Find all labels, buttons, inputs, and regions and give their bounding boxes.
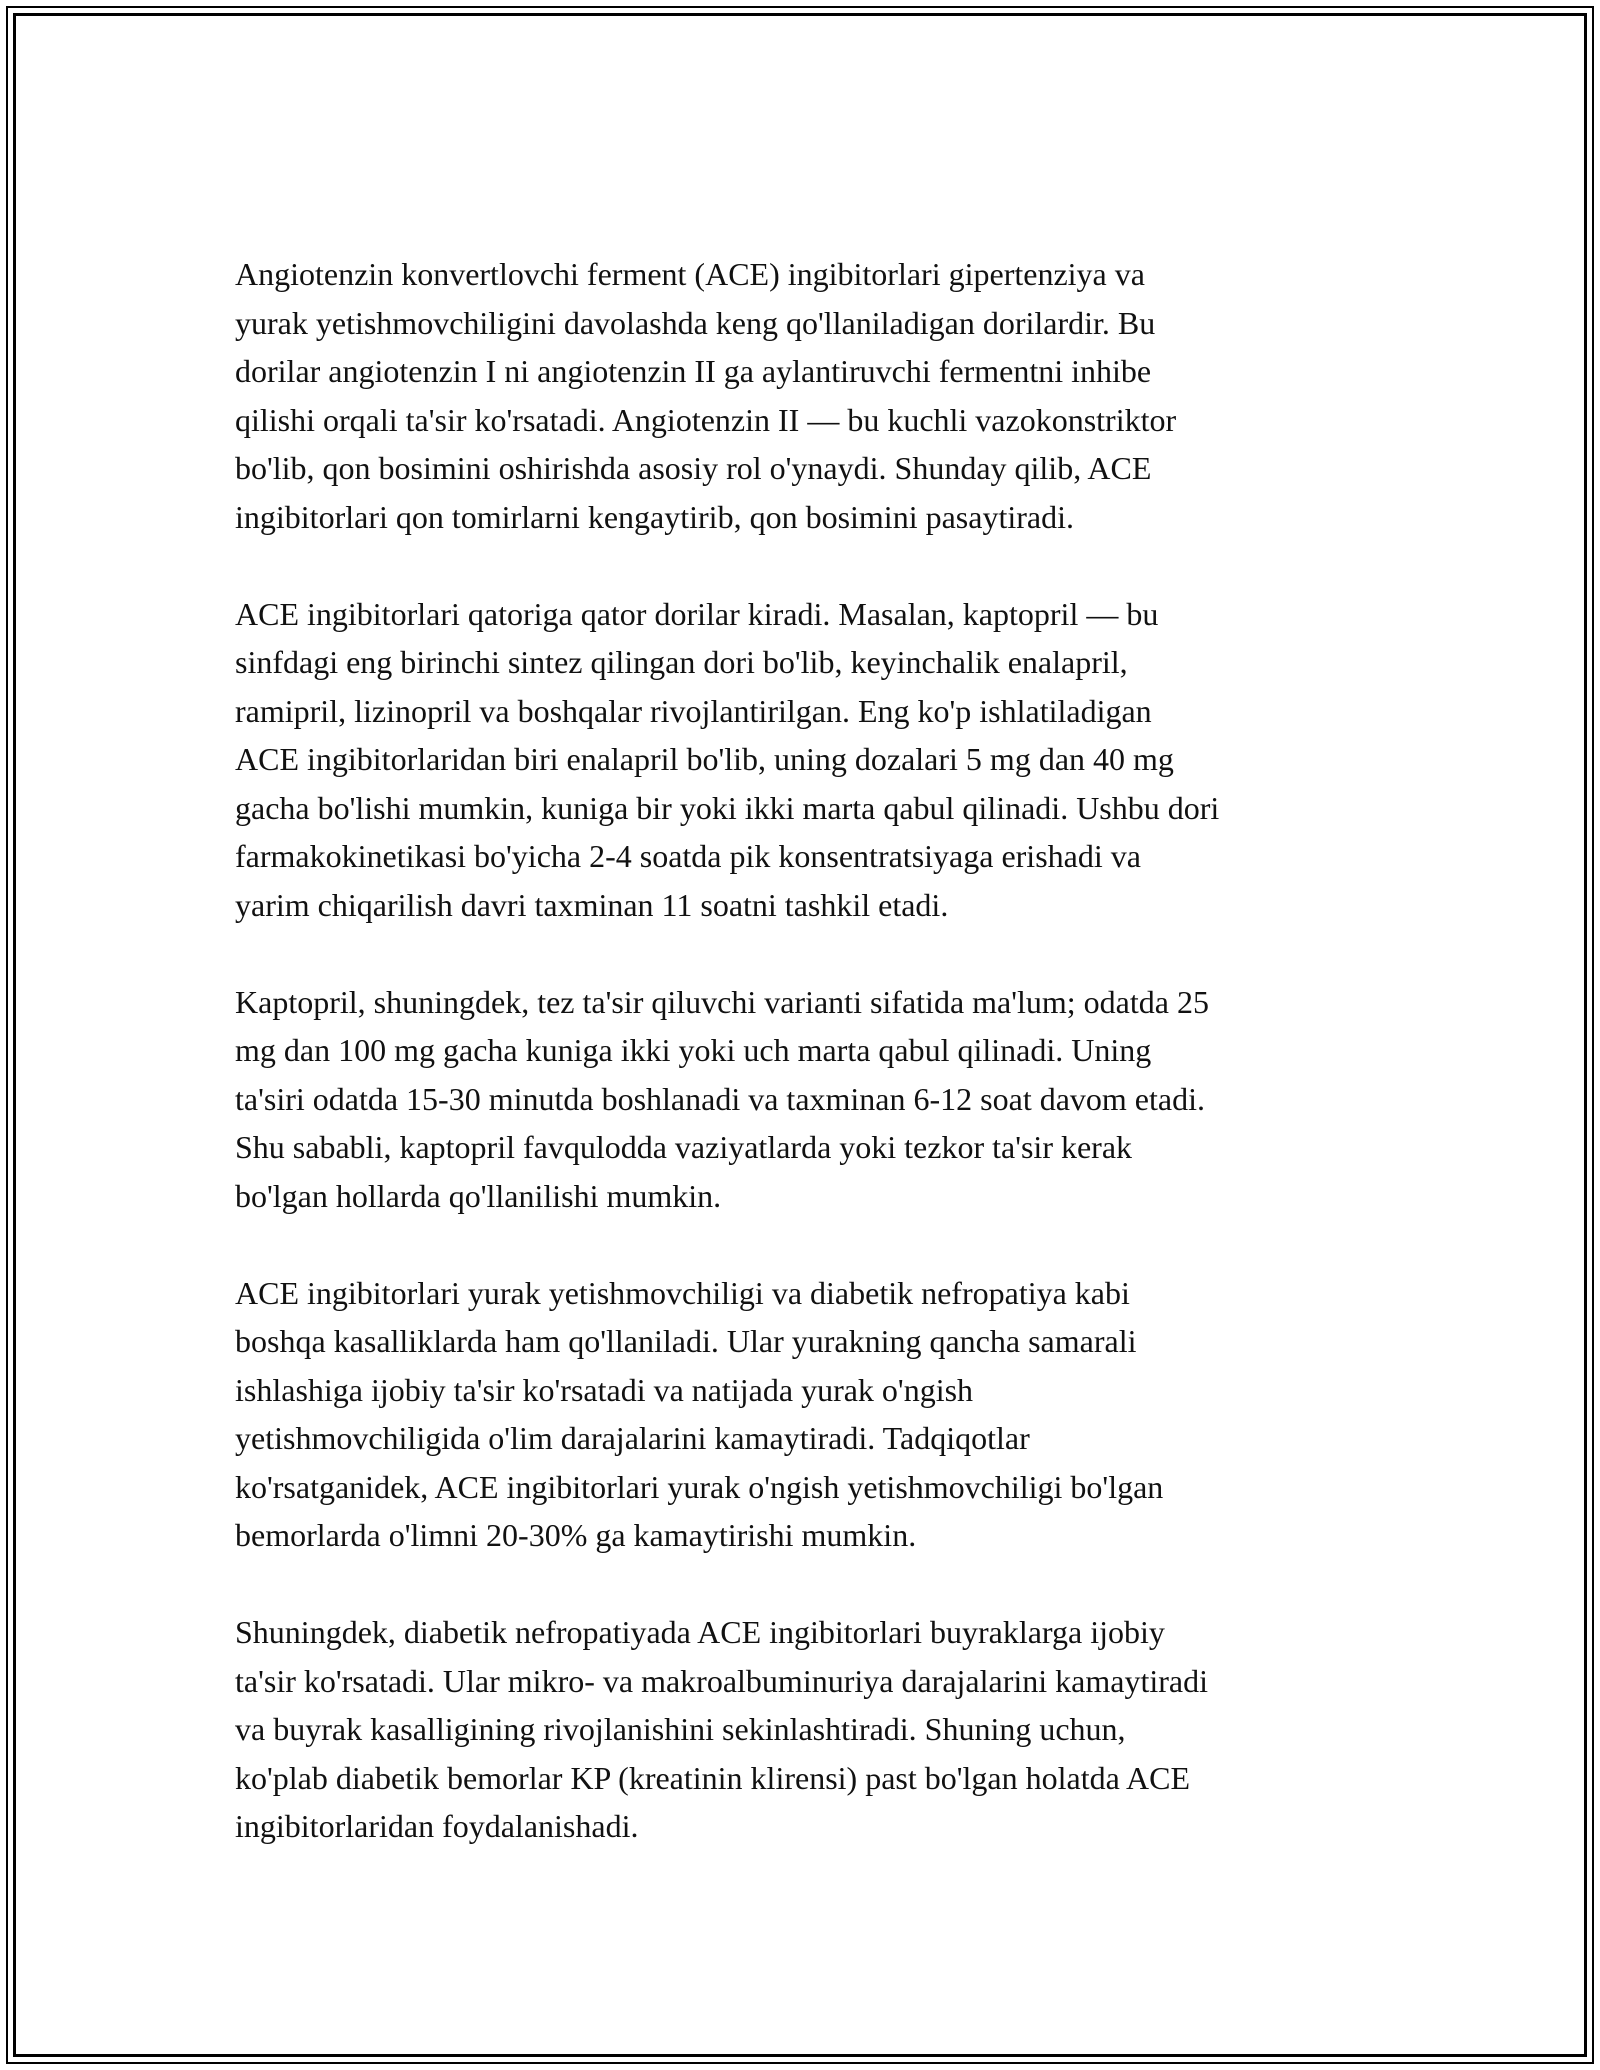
paragraph-5: Shuningdek, diabetik nefropatiyada ACE ingibitorlari buyraklarga ijobiy ta'sir ko'rsatadi. Ular mikro- va makroalbuminuriya darajalarini kamaytiradi va buyrak kasalligining rivojlanishini sekinlashtiradi. Shuning uchun, ko'plab diabetik bemorlar KP (kreatinin klirensi) past bo'lgan holatda ACE ingibitorlaridan foydalanishadi. bbox=[235, 1614, 1208, 1844]
paragraph-1: Angiotenzin konvertlovchi ferment (ACE) ingibitorlari gipertenziya va yurak yetishmovchiligini davolashda keng qo'llaniladigan dorilardir. Bu dorilar angiotenzin I ni angiotenzin II ga aylantiruvchi fermentni inhibe qilishi orqali ta'sir ko'rsatadi. Angiotenzin II — bu kuchli vazokonstriktor bo'lib, qon bosimini oshirishda asosiy rol o'ynaydi. Shunday qilib, ACE ingibitorlari qon tomirlarni kengaytirib, qon bosimini pasaytiradi. bbox=[235, 256, 1177, 535]
paragraph-4: ACE ingibitorlari yurak yetishmovchiligi va diabetik nefropatiya kabi boshqa kasalliklarda ham qo'llaniladi. Ular yurakning qancha samarali ishlashiga ijobiy ta'sir ko'rsatadi va natijada yurak o'ngish yetishmovchiligida o'lim darajalarini kamaytiradi. Tadqiqotlar ko'rsatganidek, ACE ingibitorlari yurak o'ngish yetishmovchiligi bo'lgan bemorlarda o'limni 20-30% ga kamaytirishi mumkin. bbox=[235, 1274, 1164, 1553]
paragraph-2: ACE ingibitorlari qatoriga qator dorilar kiradi. Masalan, kaptopril — bu sinfdagi eng birinchi sintez qilingan dori bo'lib, keyinchalik enalapril, ramipril, lizinopril va boshqalar rivojlantirilgan. Eng ko'p ishlatiladigan ACE ingibitorlaridan biri enalapril bo'lib, uning dozalari 5 mg dan 40 mg gacha bo'lishi mumkin, kuniga bir yoki ikki marta qabul qilinadi. Ushbu dori farmakokinetikasi bo'yicha 2-4 soatda pik konsentratsiyaga erishadi va yarim chiqarilish davri taxminan 11 soatni tashkil etadi. bbox=[235, 595, 1220, 923]
document-body bbox=[235, 250, 1385, 1899]
paragraph-3: Kaptopril, shuningdek, tez ta'sir qiluvchi varianti sifatida ma'lum; odatda 25 mg dan 100 mg gacha kuniga ikki yoki uch marta qabul qilinadi. Uning ta'siri odatda 15-30 minutda boshlanadi va taxminan 6-12 soat davom etadi. Shu sababli, kaptopril favqulodda vaziyatlarda yoki tezkor ta'sir kerak bo'lgan hollarda qo'llanilishi mumkin. bbox=[235, 983, 1209, 1214]
